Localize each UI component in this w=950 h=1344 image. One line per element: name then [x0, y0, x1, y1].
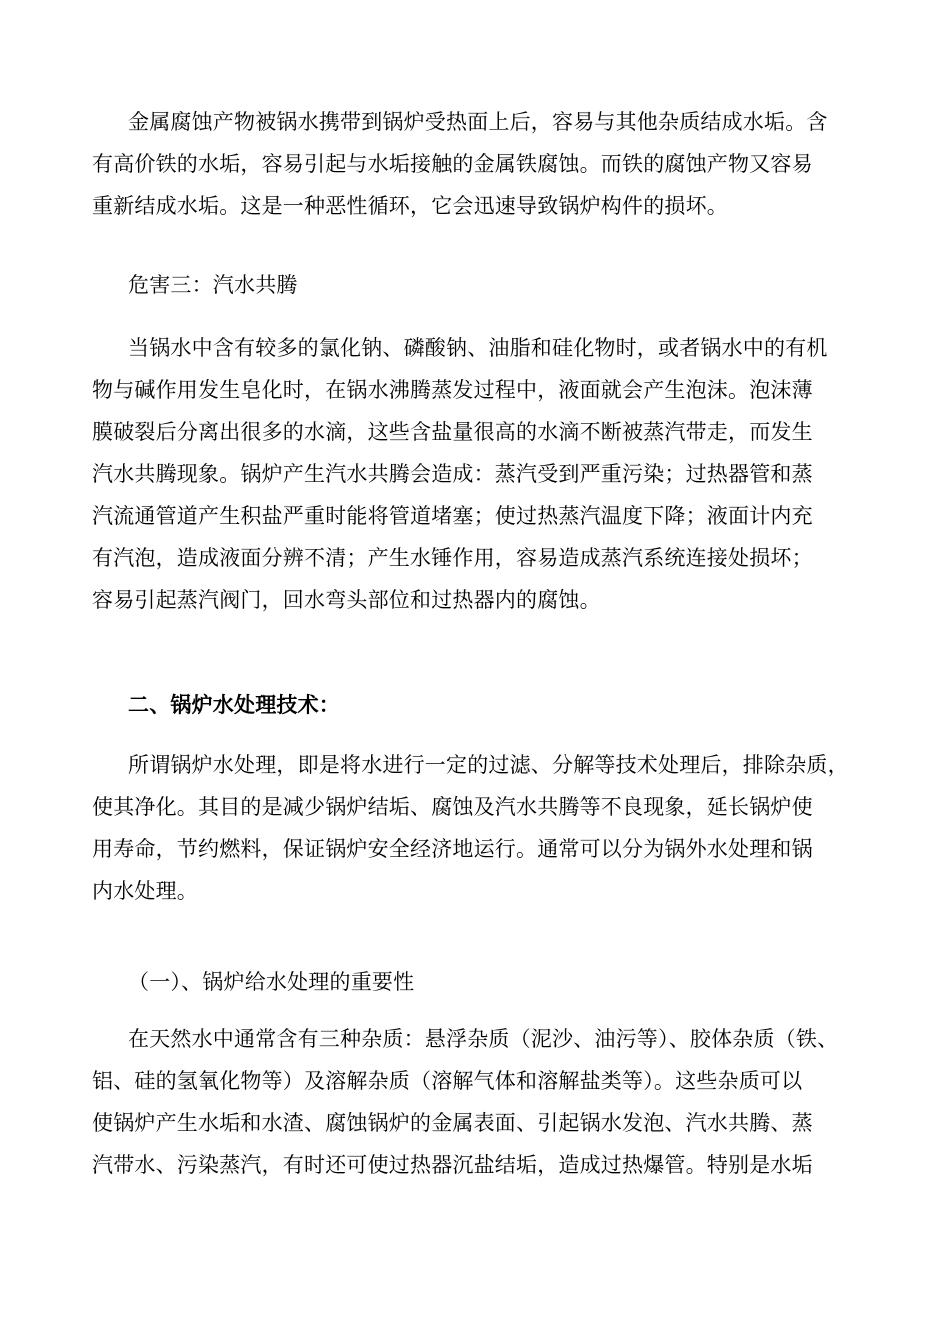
paragraph-line: 内水处理。 — [92, 879, 198, 903]
paragraph-line: 物与碱作用发生皂化时，在锅水沸腾蒸发过程中，液面就会产生泡沫。泡沫薄 — [92, 378, 813, 402]
paragraph-line: 金属腐蚀产物被锅水携带到锅炉受热面上后，容易与其他杂质结成水垢。含 — [128, 110, 828, 134]
paragraph-line: 容易引起蒸汽阀门，回水弯头部位和过热器内的腐蚀。 — [92, 588, 601, 612]
paragraph-corrosion-scale — [92, 101, 868, 227]
paragraph-line: 汽带水、污染蒸汽，有时还可使过热器沉盐结垢，造成过热爆管。特别是水垢 — [92, 1153, 813, 1177]
paragraph-water-treatment-intro — [92, 744, 868, 912]
paragraph-impurities — [92, 1018, 868, 1186]
paragraph-line: 有高价铁的水垢，容易引起与水垢接触的金属铁腐蚀。而铁的腐蚀产物又容易 — [92, 152, 813, 176]
paragraph-line: 所谓锅炉水处理，即是将水进行一定的过滤、分解等技术处理后，排除杂质， — [128, 753, 849, 777]
paragraph-line: 在天然水中通常含有三种杂质：悬浮杂质（泥沙、油污等）、胶体杂质（铁、 — [128, 1027, 839, 1051]
heading-hazard-three — [92, 264, 868, 306]
paragraph-line: 使其净化。其目的是减少锅炉结垢、腐蚀及汽水共腾等不良现象，延长锅炉使 — [92, 795, 813, 819]
paragraph-line: 使锅炉产生水垢和水渣、腐蚀锅炉的金属表面、引起锅水发泡、汽水共腾、蒸 — [92, 1111, 813, 1135]
paragraph-line: 有汽泡，造成液面分辨不清；产生水锤作用，容易造成蒸汽系统连接处损坏； — [92, 546, 813, 570]
paragraph-line: 铝、硅的氢氧化物等）及溶解杂质（溶解气体和溶解盐类等）。这些杂质可以 — [92, 1069, 803, 1093]
paragraph-line: 汽流通管道产生积盐严重时能将管道堵塞；使过热蒸汽温度下降；液面计内充 — [92, 504, 813, 528]
paragraph-line: 汽水共腾现象。锅炉产生汽水共腾会造成：蒸汽受到严重污染；过热器管和蒸 — [92, 462, 813, 486]
paragraph-line: 用寿命，节约燃料，保证锅炉安全经济地运行。通常可以分为锅外水处理和锅 — [92, 837, 813, 861]
subsection-heading-feedwater — [92, 961, 868, 1003]
heading-text: 危害三：汽水共腾 — [128, 273, 298, 297]
paragraph-line: 膜破裂后分离出很多的水滴，这些含盐量很高的水滴不断被蒸汽带走，而发生 — [92, 420, 813, 444]
subsection-heading-text: （一）、锅炉给水处理的重要性 — [128, 970, 415, 994]
section-heading-water-treatment — [92, 684, 868, 726]
paragraph-line: 重新结成水垢。这是一种恶性循环，它会迅速导致锅炉构件的损坏。 — [92, 194, 728, 218]
section-heading-text: 二、锅炉水处理技术： — [128, 692, 340, 717]
paragraph-line: 当锅水中含有较多的氯化钠、磷酸钠、油脂和硅化物时，或者锅水中的有机 — [128, 336, 828, 360]
paragraph-priming — [92, 327, 868, 621]
